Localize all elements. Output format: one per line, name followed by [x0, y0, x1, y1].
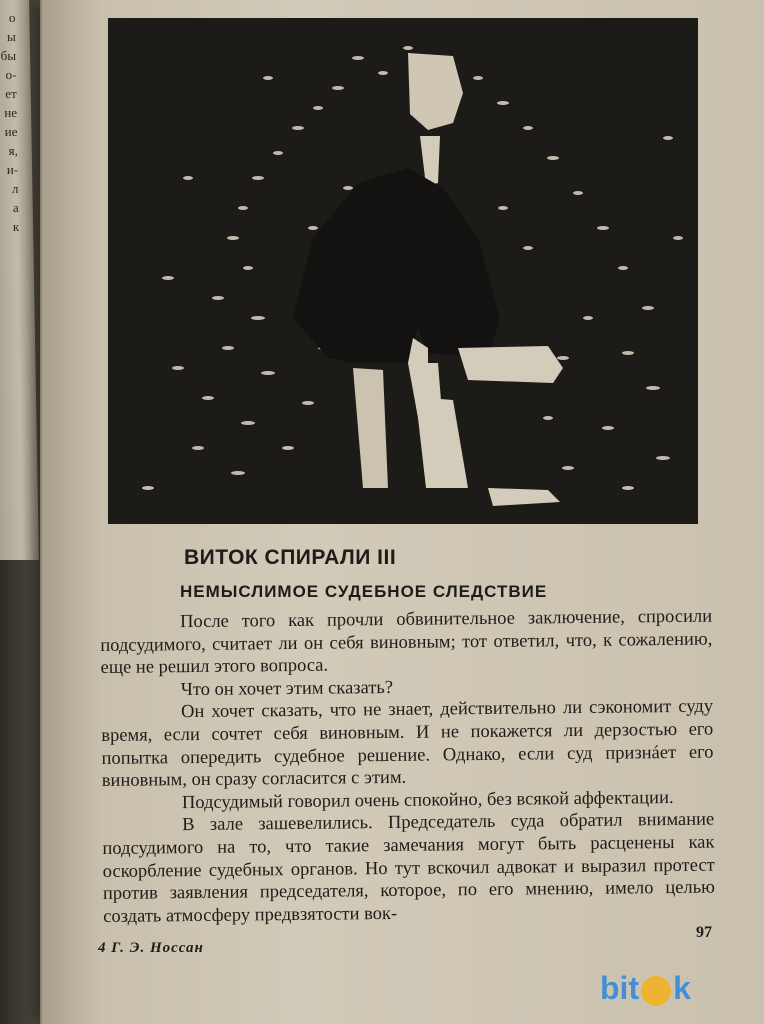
- paragraph: После того как прочли обвинительное заключение, спросили подсудимого, считает ли он себя виновным; тот ответил, что, к сожалению, еще не решил этого вопроса.: [100, 606, 713, 679]
- previous-page-letter: ие: [4, 124, 18, 139]
- chapter-title: ВИТОК СПИРАЛИ III: [184, 546, 397, 569]
- previous-page-letter: а: [12, 200, 19, 215]
- section-title: НЕМЫСЛИМОЕ СУДЕБНОЕ СЛЕДСТВИЕ: [180, 582, 548, 601]
- previous-page-text: [0, 8, 19, 236]
- previous-page-letter: ет: [5, 86, 17, 101]
- watermark-logo: [600, 970, 691, 1007]
- previous-page-letter: я,: [8, 143, 18, 158]
- woodcut-figure-icon: [108, 18, 698, 524]
- previous-page-letter: бы: [0, 48, 17, 63]
- previous-page-letter: о: [8, 10, 16, 25]
- previous-page-letter: не: [4, 105, 18, 120]
- paragraph: Подсудимый говорил очень спокойно, без всякой аффектации.: [181, 787, 674, 813]
- signature-mark: 4 Г. Э. Носсан: [98, 940, 204, 956]
- previous-page-letter: л: [11, 181, 19, 196]
- body-text: [100, 606, 715, 929]
- watermark-prefix: bit: [600, 970, 640, 1006]
- paragraph: Что он хочет этим сказать?: [180, 677, 394, 700]
- previous-page-letter: и-: [6, 162, 19, 177]
- previous-page-letter: о-: [5, 67, 17, 82]
- previous-page-letter: ы: [6, 29, 16, 44]
- watermark-suffix: k: [673, 970, 691, 1006]
- page-number: 97: [696, 924, 712, 941]
- previous-page-letter: к: [12, 219, 20, 234]
- paragraph: Он хочет сказать, что не знает, действительно ли сэкономит суду время, если сочтет себя виновным. И не покажется ли дерзостью его попытка опередить судебное решение. Однако, если суд признáет его виновным, он сразу согласится с этим.: [101, 696, 714, 792]
- paragraph: В зале зашевелились. Председатель суда обратил внимание подсудимого на то, что такие замечания могут быть расценены как оскорбление судебных органов. Но тут вскочил адвокат и выразил протест против заявления председателя, которое, по его мнению, имело целью создать атмосферу предвзятости вок-: [102, 809, 716, 927]
- watermark-o-icon: [641, 976, 671, 1006]
